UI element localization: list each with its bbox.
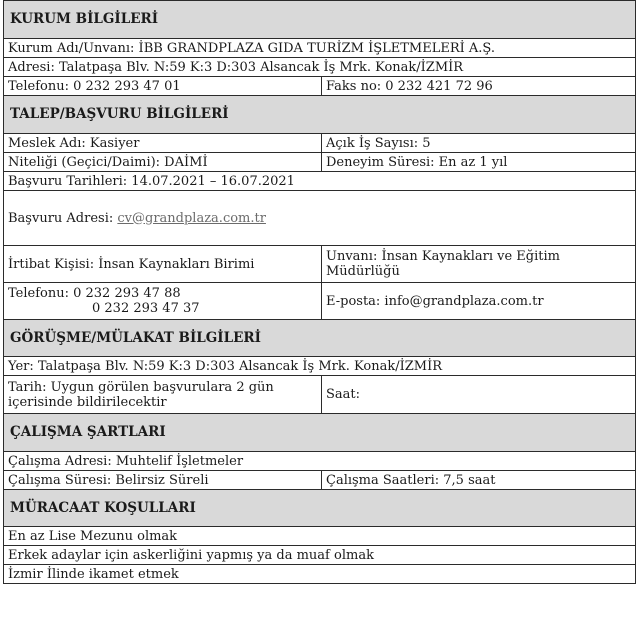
job-posting-form — [3, 0, 635, 584]
niteligi: Niteliği (Geçici/Daimi): DAİMİ — [4, 153, 322, 172]
basvuru-adresi-label: Başvuru Adresi: — [8, 210, 118, 226]
kurum-telefon: Telefonu: 0 232 293 47 01 — [4, 77, 322, 96]
irtibat-kisisi: İrtibat Kişisi: İnsan Kaynakları Birimi — [4, 246, 322, 283]
kurum-faks: Faks no: 0 232 421 72 96 — [322, 77, 636, 96]
calisma-saatleri: Çalışma Saatleri: 7,5 saat — [322, 471, 636, 490]
meslek-adi: Meslek Adı: Kasiyer — [4, 134, 322, 153]
section-calisma-title: ÇALIŞMA ŞARTLARI — [4, 414, 636, 452]
irtibat-telefon-2: 0 232 293 47 37 — [92, 301, 200, 316]
muracaat-item: Erkek adaylar için askerliğini yapmış ya da muaf olmak — [4, 546, 636, 565]
muracaat-item: İzmir İlinde ikamet etmek — [4, 565, 636, 584]
section-talep-title: TALEP/BAŞVURU BİLGİLERİ — [4, 96, 636, 134]
irtibat-telefon-1: Telefonu: 0 232 293 47 88 — [8, 286, 181, 301]
section-muracaat-title: MÜRACAAT KOŞULLARI — [4, 490, 636, 527]
gorusme-saat: Saat: — [322, 376, 636, 414]
kurum-adres: Adresi: Talatpaşa Blv. N:59 K:3 D:303 Alsancak İş Mrk. Konak/İZMİR — [4, 58, 636, 77]
form-table — [3, 0, 636, 584]
basvuru-email-link[interactable]: cv@grandplaza.com.tr — [117, 210, 266, 226]
irtibat-unvani: Unvanı: İnsan Kaynakları ve Eğitim Müdürlüğü — [322, 246, 636, 283]
gorusme-tarih: Tarih: Uygun görülen başvurulara 2 gün içerisinde bildirilecektir — [4, 376, 322, 414]
basvuru-tarihleri: Başvuru Tarihleri: 14.07.2021 – 16.07.2021 — [4, 172, 636, 191]
calisma-adresi: Çalışma Adresi: Muhtelif İşletmeler — [4, 452, 636, 471]
acik-is-sayisi: Açık İş Sayısı: 5 — [322, 134, 636, 153]
irtibat-telefon — [4, 283, 322, 320]
calisma-suresi: Çalışma Süresi: Belirsiz Süreli — [4, 471, 322, 490]
muracaat-item: En az Lise Mezunu olmak — [4, 527, 636, 546]
kurum-adi: Kurum Adı/Unvanı: İBB GRANDPLAZA GIDA TURİZM İŞLETMELERİ A.Ş. — [4, 39, 636, 58]
basvuru-adresi — [4, 191, 636, 246]
section-kurum-title: KURUM BİLGİLERİ — [4, 1, 636, 39]
deneyim-suresi: Deneyim Süresi: En az 1 yıl — [322, 153, 636, 172]
irtibat-eposta: E-posta: info@grandplaza.com.tr — [322, 283, 636, 320]
gorusme-yer: Yer: Talatpaşa Blv. N:59 K:3 D:303 Alsancak İş Mrk. Konak/İZMİR — [4, 357, 636, 376]
section-gorusme-title: GÖRÜŞME/MÜLAKAT BİLGİLERİ — [4, 320, 636, 357]
